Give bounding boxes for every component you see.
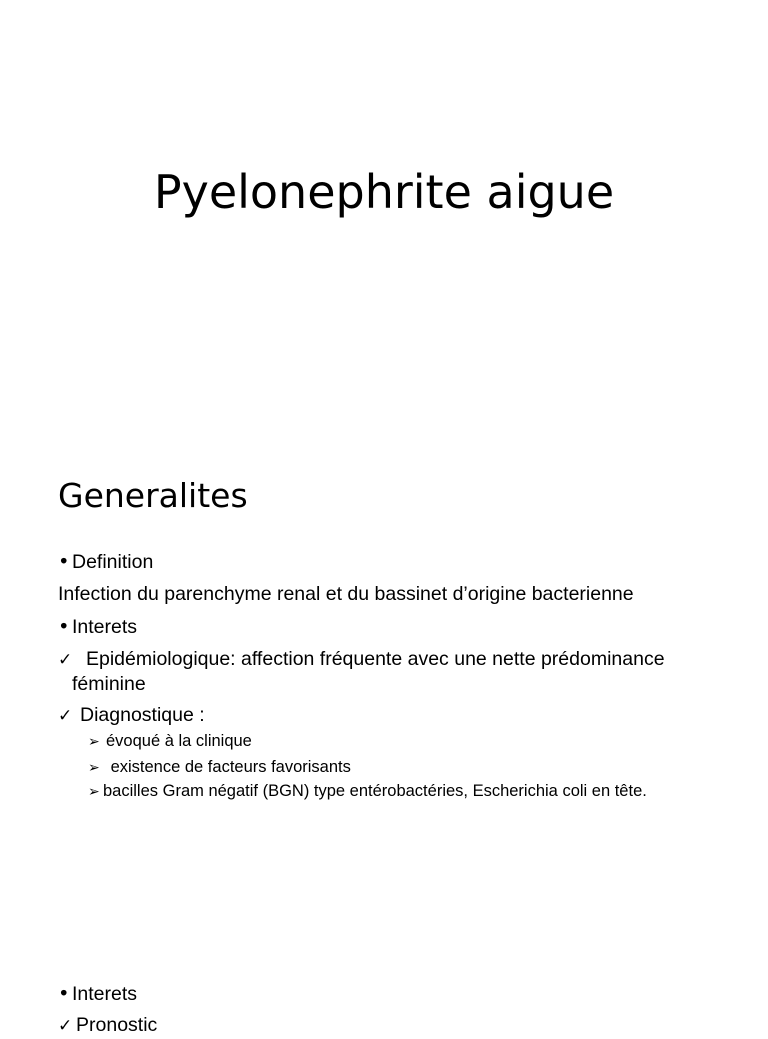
sub-item-clinique [88, 730, 252, 753]
check-pronostic [58, 1012, 157, 1039]
check-epidemiologique-line2: féminine [72, 673, 146, 695]
bullet-icon: • [58, 615, 70, 638]
checkmark-icon: ✓ [58, 706, 73, 726]
slide-interets [0, 864, 768, 1036]
sub-item-bacilles [88, 780, 647, 803]
bullet-definition [58, 549, 153, 575]
sub-item-label: existence de facteurs favorisants [106, 758, 351, 776]
arrow-icon: ➢ [88, 734, 100, 750]
definition-text: Infection du parenchyme renal et du bassinet d’origine bacterienne [58, 583, 634, 605]
bullet-icon: • [58, 982, 70, 1005]
sub-item-label: bacilles Gram négatif (BGN) type entérobactéries, Escherichia coli en tête. [103, 782, 647, 800]
check-epidemiologique [58, 646, 665, 673]
bullet-icon: • [58, 550, 70, 573]
bullet-definition-label: Definition [72, 551, 154, 573]
arrow-icon: ➢ [88, 784, 100, 800]
bullet-interets-2 [58, 981, 137, 1007]
checkmark-icon: ✓ [58, 1016, 73, 1036]
bullet-interets-label: Interets [72, 616, 138, 638]
slide-heading: Generalites [58, 476, 248, 515]
arrow-icon: ➢ [88, 760, 100, 776]
check-diagnostique [58, 702, 205, 729]
sub-item-facteurs [88, 756, 351, 779]
bullet-interets-2-label: Interets [72, 983, 138, 1005]
presentation-title: Pyelonephrite aigue [153, 165, 615, 219]
check-epidemiologique-line1: Epidémiologique: affection fréquente avec une nette prédominance [86, 648, 665, 670]
sub-item-label: évoqué à la clinique [106, 732, 252, 750]
slide-generalites [0, 432, 768, 864]
checkmark-icon: ✓ [58, 650, 73, 670]
check-diagnostique-label: Diagnostique : [80, 704, 205, 726]
bullet-interets [58, 614, 137, 640]
slide-title [0, 0, 768, 432]
check-pronostic-label: Pronostic [76, 1014, 158, 1036]
